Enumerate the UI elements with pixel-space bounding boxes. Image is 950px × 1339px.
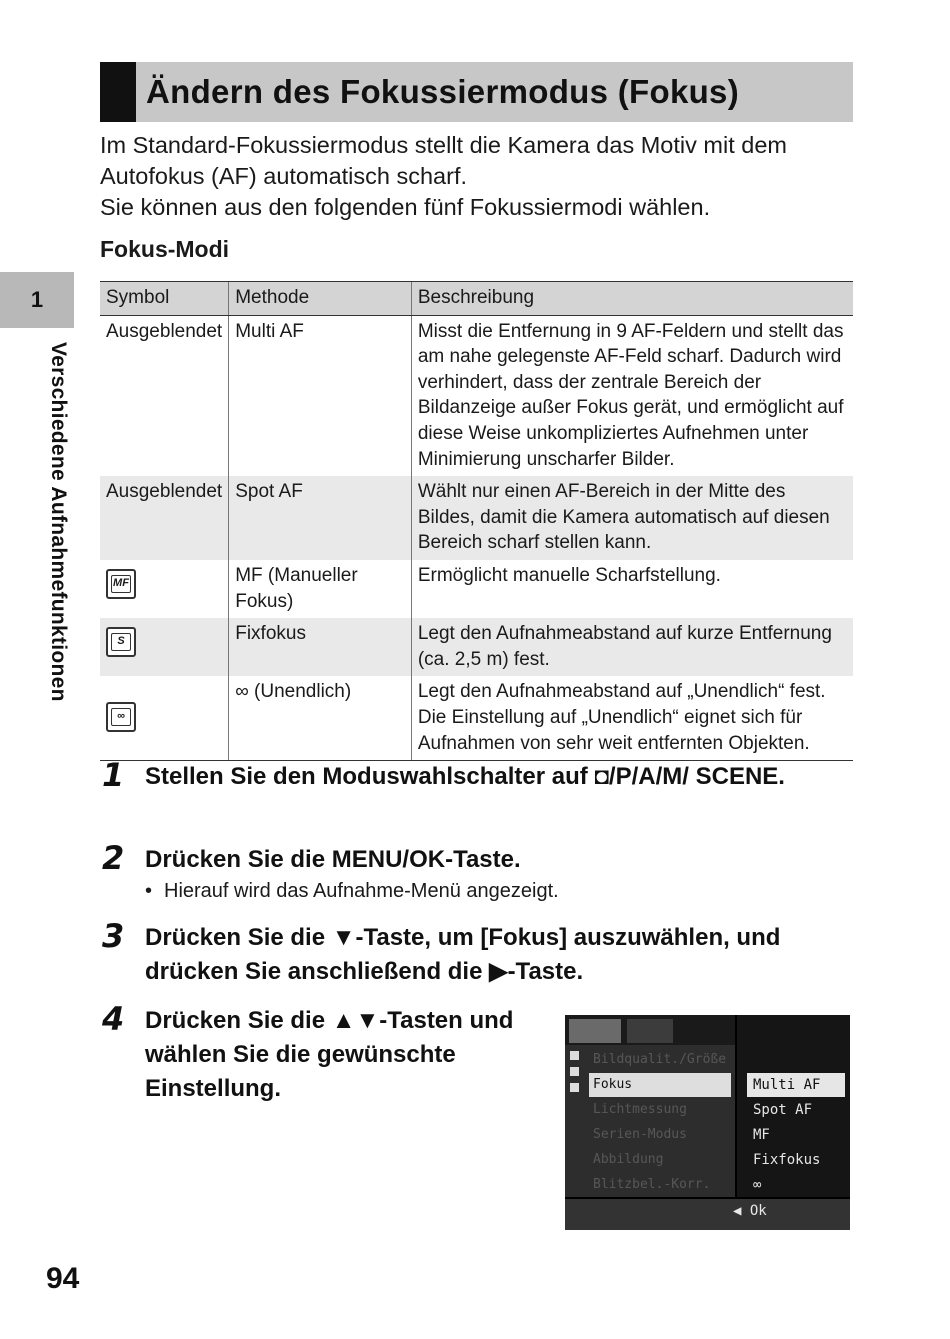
- method-cell: Spot AF: [229, 476, 412, 560]
- description-cell: Misst die Entfernung in 9 AF-Feldern und stellt das am nahe gelegenste AF-Feld scharf. Dadurch wird verhindert, dass der zentrale Bereich der Bildanzeige außer Fokus gerät, und ermöglicht auf diese Weise unkompliziertes Aufnehmen unter Minimierung unscharfer Bilder.: [411, 315, 853, 476]
- page-title: Ändern des Fokussiermodus (Fokus): [146, 73, 739, 110]
- step-number: 2: [102, 839, 125, 877]
- chapter-tab: [0, 272, 74, 328]
- title-bar: [100, 62, 853, 122]
- header-symbol: Symbol: [100, 282, 229, 316]
- step-number: 1: [102, 756, 125, 794]
- option-item: ∞: [753, 1177, 762, 1193]
- section-subheading: Fokus-Modi: [100, 236, 230, 262]
- page-number: 94: [46, 1262, 80, 1295]
- description-cell: Wählt nur einen AF-Bereich in der Mitte des Bildes, damit die Kamera automatisch auf diesen Bereich scharf stellen kann.: [411, 476, 853, 560]
- step-text: Stellen Sie den Moduswahlschalter auf ◘/P/A/M/ SCENE.: [145, 763, 785, 790]
- table-row: [100, 476, 853, 560]
- camera-menu-screen: [565, 1015, 850, 1230]
- menu-item: Bildqualit./Größe: [593, 1052, 727, 1067]
- camera-tab-bar: [565, 1015, 735, 1045]
- symbol-cell: [100, 676, 229, 760]
- menu-item: Lichtmessung: [593, 1102, 687, 1117]
- camera-ok-hint: ◀ Ok: [733, 1203, 767, 1219]
- method-cell: MF (Manueller Fokus): [229, 560, 412, 618]
- chapter-number: 1: [30, 287, 44, 312]
- step-4: [100, 1000, 520, 1106]
- header-description: Beschreibung: [411, 282, 853, 316]
- step-1: [100, 756, 860, 794]
- step-number: 4: [102, 1000, 125, 1038]
- table-row: [100, 676, 853, 760]
- step-note: • Hierauf wird das Aufnahme-Menü angezeigt.: [145, 877, 860, 905]
- camera-tab-setup: [627, 1019, 673, 1043]
- menu-item: Serien-Modus: [593, 1127, 687, 1142]
- step-number: 3: [102, 917, 125, 955]
- table-row: [100, 315, 853, 476]
- symbol-cell: [100, 618, 229, 676]
- option-item: Fixfokus: [753, 1152, 821, 1168]
- option-item: Spot AF: [753, 1102, 813, 1118]
- table-header-row: [100, 282, 853, 316]
- step-text: Drücken Sie die ▲▼-Tasten und wählen Sie die gewünschte Einstellung.: [145, 1007, 514, 1102]
- description-cell: Legt den Aufnahmeabstand auf „Unendlich“ fest. Die Einstellung auf „Unendlich“ eignet sich für Aufnahmen von sehr weit entfernten Objekten.: [411, 676, 853, 760]
- step-2: [100, 839, 860, 905]
- menu-page-indicator: [570, 1051, 579, 1060]
- chapter-title: Verschiedene Aufnahmefunktionen: [47, 342, 70, 702]
- intro-text: [100, 130, 880, 223]
- intro-paragraph: Sie können aus den folgenden fünf Fokussiermodi wählen.: [100, 194, 711, 220]
- snap-icon: S: [106, 627, 136, 657]
- menu-item: Blitzbel.-Korr.: [593, 1177, 711, 1192]
- menu-page-indicator: [570, 1067, 579, 1076]
- option-selected: Multi AF: [747, 1073, 845, 1097]
- method-cell: Multi AF: [229, 315, 412, 476]
- description-cell: Legt den Aufnahmeabstand auf kurze Entfernung (ca. 2,5 m) fest.: [411, 618, 853, 676]
- symbol-cell: Ausgeblendet: [100, 476, 229, 560]
- method-cell: Fixfokus: [229, 618, 412, 676]
- mf-icon: MF: [106, 569, 136, 599]
- focus-modes-table: [100, 281, 853, 761]
- infinity-icon: ∞: [106, 702, 136, 732]
- symbol-cell: Ausgeblendet: [106, 320, 223, 342]
- menu-page-indicator: [570, 1083, 579, 1092]
- step-3: [100, 917, 860, 989]
- camera-tab-shooting: [569, 1019, 621, 1043]
- step-text: Drücken Sie die MENU/OK-Taste.: [145, 846, 521, 873]
- header-method: Methode: [229, 282, 412, 316]
- description-cell: Ermöglicht manuelle Scharfstellung.: [411, 560, 853, 618]
- title-block-marker: [100, 62, 136, 122]
- table-row: [100, 618, 853, 676]
- camera-footer-bar: [565, 1199, 850, 1230]
- menu-item: Abbildung: [593, 1152, 664, 1167]
- method-cell: ∞ (Unendlich): [229, 676, 412, 760]
- intro-paragraph: Im Standard-Fokussiermodus stellt die Kamera das Motiv mit dem Autofokus (AF) automatisch scharf.: [100, 132, 787, 189]
- table-row: [100, 560, 853, 618]
- menu-item-selected: Fokus: [589, 1073, 731, 1097]
- option-item: MF: [753, 1127, 770, 1143]
- symbol-cell: [100, 560, 229, 618]
- step-text: Drücken Sie die ▼-Taste, um [Fokus] auszuwählen, und drücken Sie anschließend die ▶-Taste.: [145, 924, 781, 985]
